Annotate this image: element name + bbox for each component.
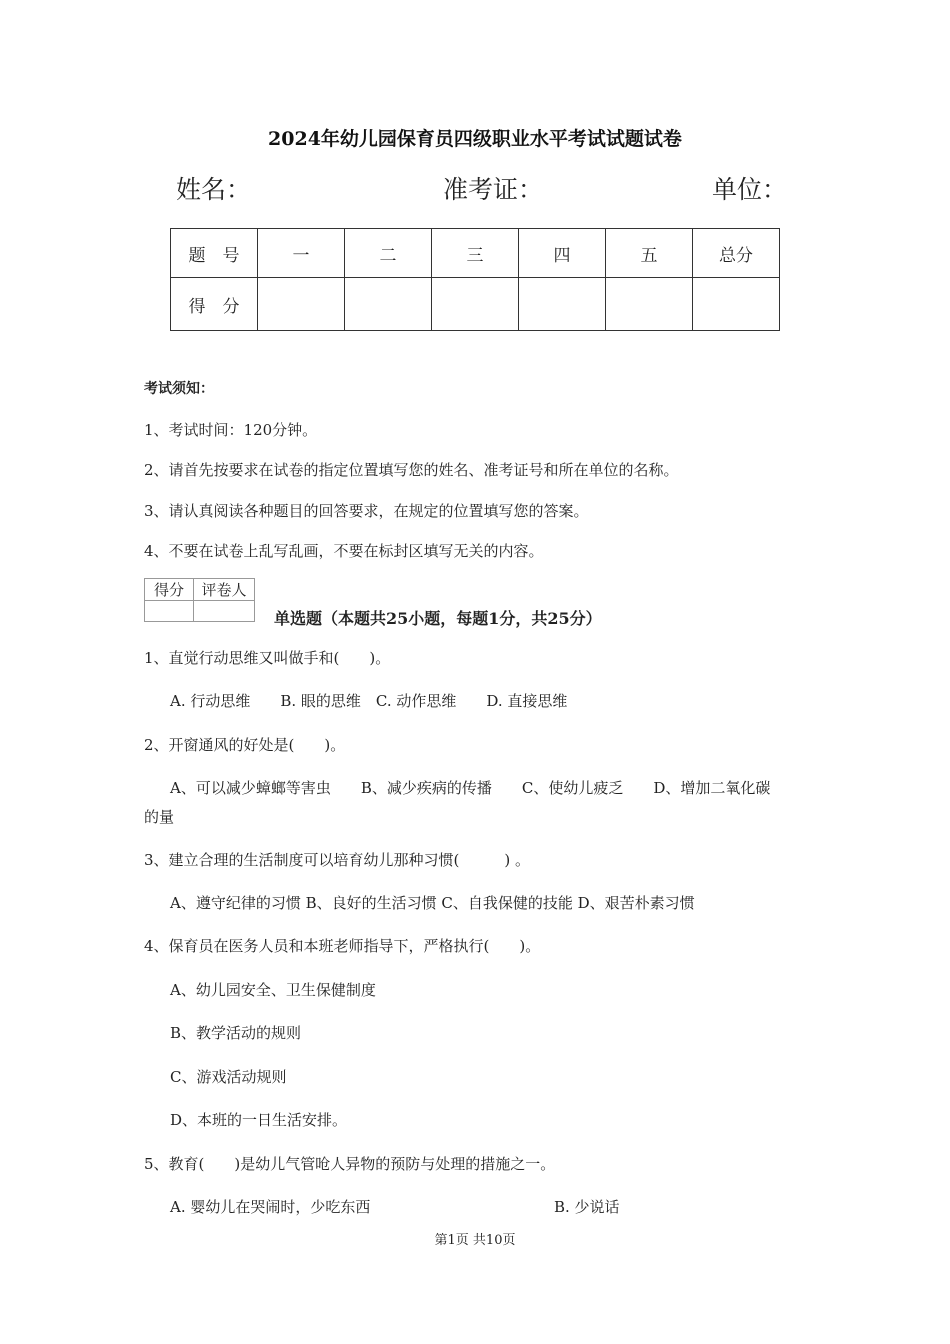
score-cell-part-5: 五 — [606, 229, 693, 278]
notice-heading: 考试须知： — [144, 381, 214, 397]
score-input-part-5[interactable] — [606, 278, 693, 331]
unit-label: 单位： — [712, 175, 788, 204]
question-4-option-a: A、幼儿园安全、卫生保健制度 — [170, 981, 376, 999]
question-2-options-wrap: 的量 — [144, 808, 175, 826]
question-2-stem: 2、开窗通风的好处是( )。 — [144, 736, 346, 754]
score-table-header-row — [171, 229, 780, 278]
score-input-part-4[interactable] — [519, 278, 606, 331]
exam-id-label: 准考证： — [443, 175, 544, 204]
score-cell-part-3: 三 — [432, 229, 519, 278]
notice-item-4: 4、不要在试卷上乱写乱画，不要在标封区填写无关的内容。 — [144, 542, 544, 560]
name-label: 姓名： — [176, 175, 252, 204]
grader-name-label: 评卷人 — [194, 579, 255, 601]
question-4-option-c: C、游戏活动规则 — [170, 1068, 287, 1086]
document-title: 2024年幼儿园保育员四级职业水平考试试题试卷 — [268, 128, 682, 150]
question-4-option-b: B、教学活动的规则 — [170, 1024, 302, 1042]
question-5-option-b: B. 少说话 — [554, 1198, 620, 1216]
grader-score-label: 得分 — [145, 579, 194, 601]
score-cell-label: 题 号 — [171, 229, 258, 278]
score-input-part-1[interactable] — [258, 278, 345, 331]
question-4-stem: 4、保育员在医务人员和本班老师指导下，严格执行( )。 — [144, 937, 541, 955]
score-input-total[interactable] — [693, 278, 780, 331]
score-input-part-2[interactable] — [345, 278, 432, 331]
section-heading: 单选题（本题共25小题，每题1分，共25分） — [274, 609, 602, 628]
question-1-options: A. 行动思维 B. 眼的思维 C. 动作思维 D. 直接思维 — [170, 692, 568, 710]
score-table — [170, 228, 780, 331]
score-cell-part-4: 四 — [519, 229, 606, 278]
score-table-score-row — [171, 278, 780, 331]
question-3-stem: 3、建立合理的生活制度可以培育幼儿那种习惯( ) 。 — [144, 851, 531, 869]
score-input-part-3[interactable] — [432, 278, 519, 331]
grader-box — [144, 578, 255, 622]
question-3-options: A、遵守纪律的习惯 B、良好的生活习惯 C、自我保健的技能 D、艰苦朴素习惯 — [170, 894, 695, 912]
question-5-stem: 5、教育( )是幼儿气管呛人异物的预防与处理的措施之一。 — [144, 1155, 556, 1173]
page-footer: 第1页 共10页 — [434, 1233, 516, 1248]
grader-score-cell[interactable] — [145, 601, 194, 622]
question-5-option-a: A. 婴幼儿在哭闹时，少吃东西 — [170, 1198, 371, 1216]
notice-item-2: 2、请首先按要求在试卷的指定位置填写您的姓名、准考证号和所在单位的名称。 — [144, 461, 679, 479]
question-2-options: A、可以减少蟑螂等害虫 B、减少疾病的传播 C、使幼儿疲乏 D、增加二氧化碳 — [170, 779, 771, 797]
question-4-option-d: D、本班的一日生活安排。 — [170, 1111, 348, 1129]
score-cell-part-1: 一 — [258, 229, 345, 278]
grader-name-cell[interactable] — [194, 601, 255, 622]
notice-item-3: 3、请认真阅读各种题目的回答要求，在规定的位置填写您的答案。 — [144, 502, 589, 520]
score-row-label: 得 分 — [171, 278, 258, 331]
question-1-stem: 1、直觉行动思维又叫做手和( )。 — [144, 649, 391, 667]
score-cell-total: 总分 — [693, 229, 780, 278]
notice-item-1: 1、考试时间：120分钟。 — [144, 421, 318, 439]
score-cell-part-2: 二 — [345, 229, 432, 278]
